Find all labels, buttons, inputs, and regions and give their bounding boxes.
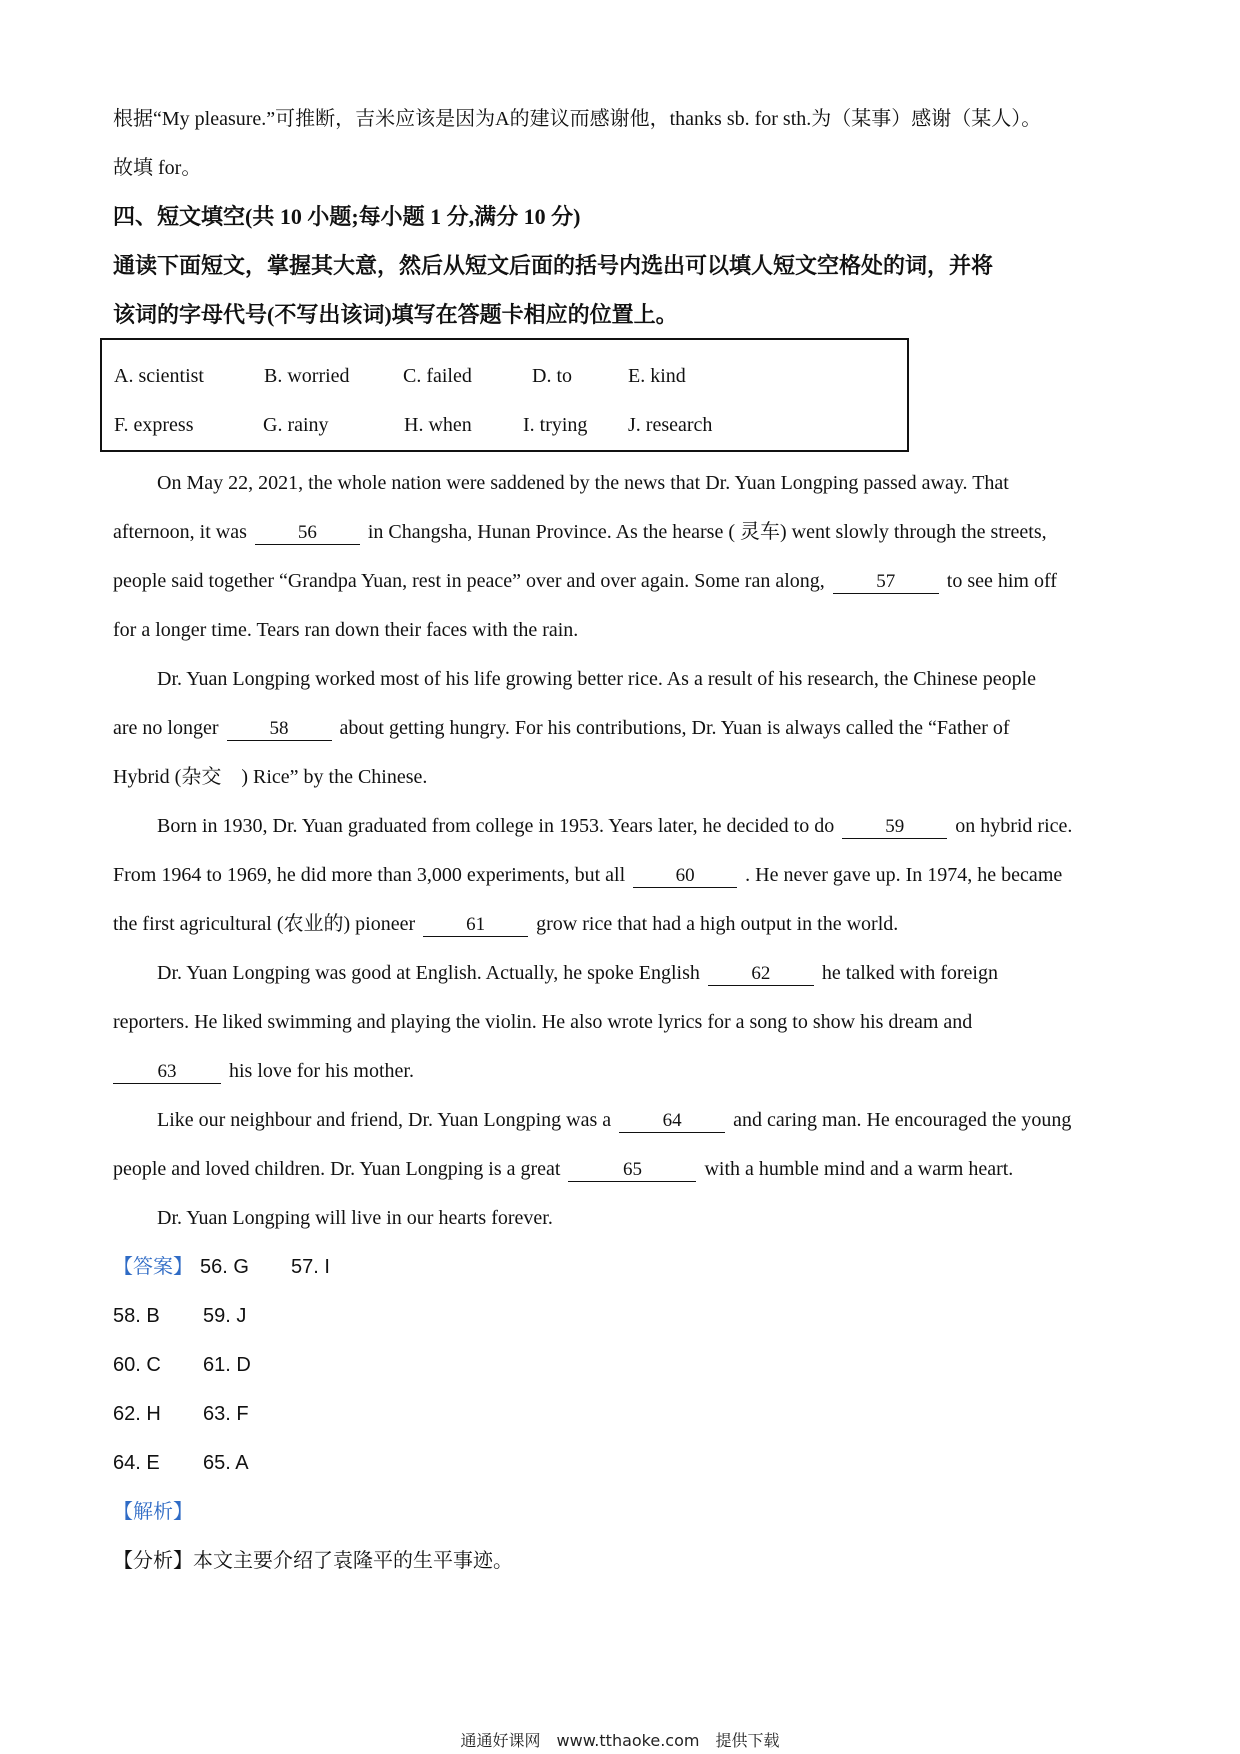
answer-61: 61. D xyxy=(203,1354,251,1376)
passage-p3-line-2 xyxy=(113,861,1062,889)
passage-p2-line-2 xyxy=(113,714,1010,742)
passage-p1-line-4: for a longer time. Tears ran down their faces with the rain. xyxy=(113,619,579,641)
answer-62: 62. H xyxy=(113,1403,161,1425)
text: on hybrid rice. xyxy=(955,815,1073,837)
text: Like our neighbour and friend, Dr. Yuan Longping was a xyxy=(157,1109,612,1131)
option-a: A. scientist xyxy=(114,365,204,387)
answer-tag: 【答案】 xyxy=(113,1256,193,1278)
text: about getting hungry. For his contributions, Dr. Yuan is always called the “Father of xyxy=(339,717,1010,739)
passage-p4-line-3 xyxy=(113,1057,414,1085)
text: in Changsha, Hunan Province. As the hearse ( 灵车) went slowly through the streets, xyxy=(367,521,1047,543)
passage-p5-line-1 xyxy=(157,1106,1071,1134)
blank-61: 61 xyxy=(423,914,528,937)
passage-p5-line-2 xyxy=(113,1155,1013,1183)
blank-56: 56 xyxy=(255,522,360,545)
option-j: J. research xyxy=(628,414,713,436)
text: people and loved children. Dr. Yuan Longping is a great xyxy=(113,1158,561,1180)
answer-58: 58. B xyxy=(113,1305,160,1327)
passage-p4-line-2: reporters. He liked swimming and playing the violin. He also wrote lyrics for a song to show his dream and xyxy=(113,1011,973,1033)
passage-p3-line-3 xyxy=(113,910,898,938)
text: Dr. Yuan Longping was good at English. Actually, he spoke English xyxy=(157,962,700,984)
blank-64: 64 xyxy=(619,1110,725,1133)
option-i: I. trying xyxy=(523,414,588,436)
text: grow rice that had a high output in the world. xyxy=(536,913,899,935)
option-h: H. when xyxy=(404,414,472,436)
answer-59: 59. J xyxy=(203,1305,247,1327)
answer-56: 56. G xyxy=(200,1256,249,1278)
passage-p4-line-1 xyxy=(157,959,998,987)
text: are no longer xyxy=(113,717,219,739)
option-b: B. worried xyxy=(264,365,350,387)
text: his love for his mother. xyxy=(229,1060,414,1082)
passage-p3-line-1 xyxy=(157,812,1072,840)
blank-59: 59 xyxy=(842,816,947,839)
blank-63: 63 xyxy=(113,1061,221,1084)
blank-58: 58 xyxy=(227,718,332,741)
word-bank-box xyxy=(100,338,909,452)
text: people said together “Grandpa Yuan, rest in peace” over and over again. Some ran along, xyxy=(113,570,825,592)
text: afternoon, it was xyxy=(113,521,247,543)
answer-57: 57. I xyxy=(291,1256,330,1278)
text: From 1964 to 1969, he did more than 3,000 experiments, but all xyxy=(113,864,626,886)
blank-60: 60 xyxy=(633,865,737,888)
answer-60: 60. C xyxy=(113,1354,161,1376)
text: . He never gave up. In 1974, he became xyxy=(745,864,1063,886)
text: he talked with foreign xyxy=(821,962,998,984)
option-e: E. kind xyxy=(628,365,686,387)
passage-p2-line-3: Hybrid (杂交 ) Rice” by the Chinese. xyxy=(113,766,428,788)
option-d: D. to xyxy=(532,365,572,387)
analysis-tag: 【解析】 xyxy=(113,1501,193,1523)
passage-p1-line-1: On May 22, 2021, the whole nation were saddened by the news that Dr. Yuan Longping passed away. That xyxy=(157,472,1009,494)
text: the first agricultural (农业的) pioneer xyxy=(113,913,416,935)
text: with a humble mind and a warm heart. xyxy=(704,1158,1014,1180)
text: Born in 1930, Dr. Yuan graduated from college in 1953. Years later, he decided to do xyxy=(157,815,835,837)
passage-p1-line-2 xyxy=(113,518,1047,546)
answer-64: 64. E xyxy=(113,1452,160,1474)
analysis-tag-line xyxy=(113,1498,193,1526)
passage-p2-line-1: Dr. Yuan Longping worked most of his life growing better rice. As a result of his research, the Chinese people xyxy=(157,668,1037,690)
answer-65: 65. A xyxy=(203,1452,249,1474)
text: to see him off xyxy=(946,570,1057,592)
blank-62: 62 xyxy=(708,963,814,986)
passage-p1-line-3 xyxy=(113,567,1057,595)
instruction-line-2: 该词的字母代号(不写出该词)填写在答题卡相应的位置上。 xyxy=(113,302,678,327)
blank-65: 65 xyxy=(568,1159,696,1182)
page-footer: 通通好课网 www.tthaoke.com 提供下载 xyxy=(460,1731,780,1750)
blank-57: 57 xyxy=(833,571,939,594)
text: and caring man. He encouraged the young xyxy=(733,1109,1072,1131)
section-heading: 四、短文填空(共 10 小题;每小题 1 分,满分 10 分) xyxy=(113,204,581,229)
instruction-line-1: 通读下面短文，掌握其大意，然后从短文后面的括号内选出可以填人短文空格处的词，并将 xyxy=(113,253,994,278)
intro-line-2: 故填 for。 xyxy=(113,157,202,179)
option-c: C. failed xyxy=(403,365,472,387)
answer-row-1 xyxy=(113,1253,193,1281)
analysis-summary: 【分析】本文主要介绍了袁隆平的生平事迹。 xyxy=(113,1550,513,1572)
option-f: F. express xyxy=(114,414,194,436)
passage-p6: Dr. Yuan Longping will live in our hearts forever. xyxy=(157,1207,553,1229)
option-g: G. rainy xyxy=(263,414,329,436)
answer-63: 63. F xyxy=(203,1403,249,1425)
intro-line-1: 根据“My pleasure.”可推断，吉米应该是因为A的建议而感谢他，thanks sb. for sth.为（某事）感谢（某人）。 xyxy=(113,108,1042,130)
